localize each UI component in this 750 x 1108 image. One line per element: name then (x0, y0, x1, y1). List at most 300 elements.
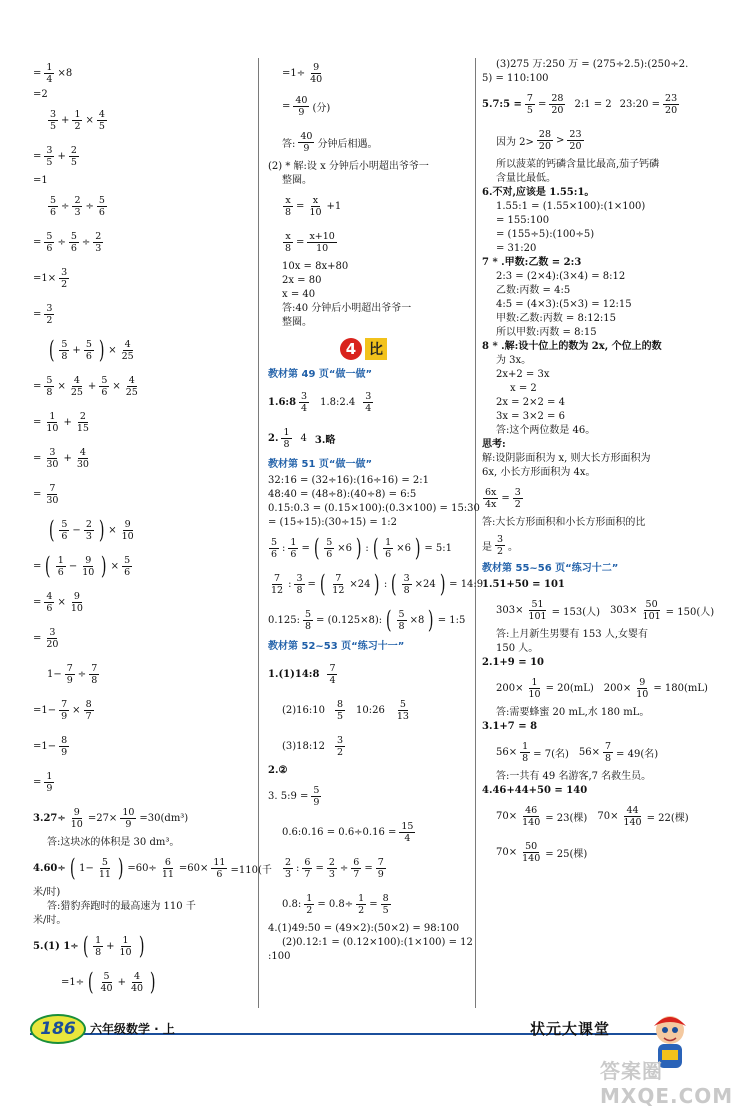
eq-line: $\frac{3}{5}$ + $\frac{1}{2}$ × $\frac{4}{5}$ (50, 108, 105, 132)
fraction (211, 857, 227, 880)
denominator: 6 (385, 548, 392, 560)
denominator: 4 (404, 832, 411, 844)
fraction (288, 537, 298, 560)
numerator: 5 (313, 784, 320, 796)
fraction (603, 741, 613, 764)
eq-line: = ( $\frac{1}{6}$ − $\frac{9}{10}$ ) × $\frac{5}{6}$ (33, 552, 131, 580)
numerator: 7 (335, 572, 342, 584)
fraction (495, 534, 505, 557)
denominator: 8 (46, 386, 53, 398)
denominator: 8 (283, 438, 290, 450)
answer-line: 答:上月新生男婴有 153 人,女婴有 (496, 629, 648, 640)
fraction (399, 821, 415, 844)
numerator: 5 (271, 536, 278, 548)
fraction (335, 699, 345, 722)
fraction (513, 487, 523, 510)
fraction (97, 195, 107, 218)
fraction (84, 519, 94, 542)
fraction (122, 555, 132, 578)
numerator: 11 (213, 856, 226, 868)
fraction (72, 109, 82, 132)
fraction (298, 131, 314, 154)
fraction (69, 807, 85, 830)
denominator: 10 (70, 818, 83, 830)
denominator: 10 (316, 242, 329, 254)
fraction (634, 677, 650, 700)
denominator: 20 (569, 140, 582, 152)
numerator: 4 (128, 374, 135, 386)
eq-line: 200× $\frac{1}{10}$ = 20(mL) 200× $\frac{9}{10}$ = 180(mL) (496, 676, 708, 700)
denominator: 101 (528, 610, 547, 622)
numerator: 3 (296, 572, 303, 584)
text-line: 6x, 小长方形面积为 4x。 (482, 467, 596, 478)
denominator: 30 (46, 458, 59, 470)
eq-line: =1− $\frac{8}{9}$ (33, 734, 68, 758)
numerator: 5 (305, 608, 312, 620)
denominator: 9 (298, 106, 305, 118)
eq-line: = $\frac{5}{6}$ ÷ $\frac{5}{6}$ ÷ $\frac{2}{3}$ (33, 230, 102, 254)
fraction (59, 267, 69, 290)
eq-line: 1.6:8 $\frac{3}{4}$ 1.8:2.4 $\frac{3}{4}$ (268, 390, 372, 414)
numerator: 10 (122, 806, 135, 818)
denominator: 10 (636, 688, 649, 700)
denominator: 6 (61, 530, 68, 542)
fraction (567, 129, 583, 152)
denominator: 20 (551, 104, 564, 116)
numerator: 5 (46, 374, 53, 386)
text-line: 150 人。 (496, 643, 539, 654)
numerator: 7 (526, 92, 533, 104)
numerator: 3 (365, 390, 372, 402)
denominator: 20 (665, 104, 678, 116)
fraction (351, 857, 361, 880)
numerator: 5 (50, 194, 57, 206)
denominator: 6 (46, 242, 53, 254)
eq-line: = $\frac{1}{10}$ + $\frac{2}{15}$ (33, 410, 89, 434)
eq-line: 2x = 2×2 = 4 (496, 397, 565, 408)
answer-line: 答: $\frac{40}{9}$ 分钟后相遇。 (282, 130, 378, 154)
denominator: 20 (538, 140, 552, 152)
denominator: 2 (306, 904, 313, 916)
eq-line: = $\frac{40}{9}$ (分) (282, 94, 331, 118)
fraction (293, 95, 309, 118)
fraction (307, 231, 336, 254)
numerator: 9 (639, 676, 646, 688)
text-line: 含量比最低。 (496, 173, 556, 184)
fraction (99, 375, 109, 398)
numerator: 1 (358, 892, 365, 904)
eq-line: 2x = 80 (282, 275, 322, 286)
numerator: 9 (73, 590, 80, 602)
denominator: 9 (303, 142, 310, 154)
numerator: 5 (101, 856, 108, 868)
denominator: 2 (46, 314, 53, 326)
numerator: 6x (485, 486, 497, 498)
numerator: 7 (274, 572, 281, 584)
denominator: 6 (85, 350, 92, 362)
eq-line: 0.6:0.16 = 0.6÷0.16 = $\frac{15}{4}$ (282, 820, 414, 844)
answer-line: 答:需要蜂蜜 20 mL,水 180 mL。 (496, 707, 650, 718)
fraction (75, 447, 91, 470)
numerator: 9 (313, 61, 320, 73)
denominator: 10 (309, 206, 322, 218)
problem-5: 5.(1) 1÷ ( $\frac{1}{8}$ + $\frac{1}{10}$ ) (33, 932, 145, 960)
denominator: 5 (70, 156, 77, 168)
numerator: 3 (497, 533, 504, 545)
eq-line: 2.② (268, 765, 288, 776)
denominator: 25 (70, 386, 83, 398)
eq-line: 3x = 3×2 = 6 (496, 411, 565, 422)
section-heading: 教材第 55~56 页“练习十二” (482, 563, 619, 574)
fraction (44, 447, 60, 470)
text-line: 解:设阴影面积为 x, 则大长方形面积为 (482, 453, 651, 464)
eq-line: = $\frac{3}{30}$ + $\frac{4}{30}$ (33, 446, 89, 470)
eq-line: 1.55:1 = (1.55×100):(1×100) (496, 201, 646, 212)
denominator: 5 (50, 120, 57, 132)
numerator: 8 (336, 698, 344, 710)
numerator: 2 (285, 856, 292, 868)
numerator: 5 (61, 338, 68, 350)
eq-line: $\frac{5}{6}$ : $\frac{1}{6}$ = ( $\frac{5}{6}$ ×6 ) : ( $\frac{1}{6}$ ×6 ) = 5:1 (271, 534, 452, 562)
denominator: 6 (98, 206, 105, 218)
answer-line: 答:猎豹奔跑时的最高速为 110 千 (47, 901, 196, 912)
column-1 (33, 58, 272, 1000)
denominator: 4 (301, 402, 308, 414)
denominator: 140 (522, 816, 541, 828)
fraction (356, 893, 366, 916)
fraction (303, 609, 313, 632)
eq-line: 56× $\frac{1}{8}$ = 7(名) 56× $\frac{7}{8}$ = 49(名) (496, 740, 659, 764)
fraction (402, 573, 412, 596)
text-line: 为 3x。 (496, 355, 532, 366)
numerator: 50 (645, 598, 658, 610)
page-footer (30, 1014, 720, 1048)
eq-line: (3)18:12 $\frac{3}{2}$ (282, 734, 344, 758)
denominator: 15 (76, 422, 89, 434)
numerator: 5 (70, 230, 77, 242)
numerator: 28 (551, 92, 564, 104)
numerator: 5 (103, 970, 110, 982)
fraction (304, 893, 314, 916)
chapter-number: 4 (340, 338, 362, 360)
denominator: 6 (50, 206, 57, 218)
answer-line: 答:这个两位数是 46。 (496, 425, 596, 436)
denominator: 6 (101, 386, 108, 398)
numerator: 1 (57, 554, 64, 566)
numerator: 5 (98, 194, 105, 206)
eq-line: (3)275 万:250 万 = (275÷2.5):(250÷2. (496, 59, 689, 70)
fraction (44, 591, 54, 614)
denominator: 25 (125, 386, 138, 398)
denominator: 30 (76, 458, 89, 470)
chapter-title: 比 (365, 338, 387, 360)
eq-line: = $\frac{4}{6}$ × $\frac{9}{10}$ (33, 590, 83, 614)
denominator: 6 (271, 548, 278, 560)
fraction (330, 573, 346, 596)
numerator: 2 (74, 194, 81, 206)
numerator: 4 (79, 446, 86, 458)
fraction (65, 663, 75, 686)
eq-line: = $\frac{1}{4}$ ×8 (33, 61, 73, 85)
eq-line: 2.1+9 = 10 (482, 657, 544, 668)
fraction (120, 807, 136, 830)
numerator: 1 (49, 410, 56, 422)
denominator: 101 (642, 610, 661, 622)
numerator: 3 (50, 108, 57, 120)
numerator: 3 (301, 390, 308, 402)
fraction (59, 339, 69, 362)
denominator: 9 (46, 782, 53, 794)
numerator: 1 (46, 770, 53, 782)
numerator: 9 (124, 518, 131, 530)
numerator: 2 (95, 230, 102, 242)
fraction (621, 805, 643, 828)
numerator: 4 (46, 590, 53, 602)
fraction (294, 573, 304, 596)
fraction (537, 129, 553, 152)
denominator: 9 (313, 796, 320, 808)
denominator: 3 (285, 868, 292, 880)
fraction (44, 62, 54, 85)
eq-line: 5.7:5 = $\frac{7}{5}$ = $\frac{28}{20}$ 2:1 = 2 23:20 = $\frac{23}{20}$ (482, 92, 678, 116)
numerator: 1 (95, 934, 102, 946)
section-heading: 教材第 49 页“做一做” (268, 369, 373, 380)
fraction (44, 145, 54, 168)
fraction (283, 231, 293, 254)
denominator: 8 (305, 620, 312, 632)
denominator: 12 (271, 584, 284, 596)
numerator: 5 (124, 554, 131, 566)
fraction (641, 599, 663, 622)
numerator: 44 (626, 804, 639, 816)
denominator: 10 (46, 422, 59, 434)
denominator: 4 (46, 73, 53, 85)
fraction (124, 375, 140, 398)
numerator: 8 (85, 698, 92, 710)
eq-line: :100 (268, 951, 291, 962)
eq-line: 甲数:乙数:丙数 = 8:12:15 (496, 313, 617, 324)
fraction (663, 93, 679, 116)
fraction (44, 483, 60, 506)
eq-line: $\frac{7}{12}$ : $\frac{3}{8}$ = ( $\frac{7}{12}$ ×24 ) : ( $\frac{3}{8}$ ×24 ) = 14:9 (271, 570, 484, 598)
fraction (520, 741, 530, 764)
denominator: 6 (216, 868, 223, 880)
denominator: 40 (310, 73, 323, 85)
numerator: 6 (304, 856, 311, 868)
denominator: 2 (358, 904, 365, 916)
fraction (75, 411, 91, 434)
fraction (302, 857, 312, 880)
denominator: 2 (61, 278, 68, 290)
fraction (281, 427, 291, 450)
fraction (44, 627, 60, 650)
denominator: 25 (121, 350, 134, 362)
numerator: x (312, 194, 319, 206)
numerator: 40 (295, 94, 308, 106)
eq-line: ( $\frac{5}{8}$ + $\frac{5}{6}$ ) × $\frac{4}{25}$ (48, 336, 134, 364)
numerator: 5 (85, 338, 92, 350)
column-3 (482, 58, 722, 870)
column-2 (268, 58, 484, 964)
eq-line: 2. $\frac{1}{8}$ 4 3.略 (268, 426, 336, 450)
denominator: 7 (304, 868, 311, 880)
denominator: 10 (121, 530, 134, 542)
eq-line: 0.15:0.3 = (0.15×100):(0.3×100) = 15:30 (268, 503, 480, 514)
fraction (269, 573, 285, 596)
answer-line: 答:一共有 49 名游客,7 名救生员。 (496, 771, 652, 782)
fraction (118, 935, 134, 958)
denominator: 10 (70, 602, 83, 614)
denominator: 140 (522, 852, 541, 864)
fraction (383, 537, 393, 560)
eq-line: 48:40 = (48÷8):(40÷8) = 6:5 (268, 489, 417, 500)
numerator: 40 (300, 130, 313, 142)
fraction (44, 231, 54, 254)
denominator: 8 (61, 350, 68, 362)
denominator: 8 (522, 752, 529, 764)
eq-line: (2)16:10 $\frac{8}{5}$ 10:26 $\frac{5}{13}$ (282, 698, 409, 722)
eq-line: $\frac{2}{3}$ : $\frac{6}{7}$ = $\frac{2}{3}$ ÷ $\frac{6}{7}$ = $\frac{7}{9}$ (285, 856, 384, 880)
fraction (48, 109, 58, 132)
text-line: 6.不对,应该是 1.55:1。 (482, 187, 595, 198)
text-line: 整圈。 (282, 317, 312, 328)
numerator: 6 (353, 856, 360, 868)
denominator: 12 (332, 584, 345, 596)
numerator: 7 (61, 698, 68, 710)
numerator: 1 (531, 676, 538, 688)
fraction (84, 339, 94, 362)
eq-line: x = 40 (282, 289, 316, 300)
eq-line: 10x = 8x+80 (282, 261, 349, 272)
eq-line: 70× $\frac{46}{140}$ = 23(棵) 70× $\frac{44}{140}$ = 22(棵) (496, 804, 689, 828)
numerator: 1 (74, 108, 81, 120)
numerator: 2 (328, 856, 335, 868)
fraction (311, 785, 321, 808)
fraction (69, 375, 85, 398)
denominator: 8 (285, 206, 292, 218)
numerator: 9 (85, 554, 92, 566)
section-heading: 教材第 51 页“做一做” (268, 459, 373, 470)
denominator: 9 (61, 746, 68, 758)
fraction (376, 857, 386, 880)
numerator: 23 (569, 128, 582, 140)
eq-line: 4.46+44+50 = 140 (482, 785, 588, 796)
eq-line: $\frac{5}{6}$ ÷ $\frac{2}{3}$ ÷ $\frac{5}{6}$ (50, 194, 105, 218)
fraction (307, 195, 323, 218)
numerator: x+10 (309, 230, 335, 242)
denominator: 9 (61, 710, 68, 722)
eq-line: =1− $\frac{7}{9}$ × $\frac{8}{7}$ (33, 698, 92, 722)
brand-name: 状元大课堂 (530, 1020, 611, 1038)
denominator: 6 (124, 566, 131, 578)
denominator: 7 (353, 868, 360, 880)
denominator: 6 (326, 548, 333, 560)
eq-line: = (155÷5):(100÷5) (496, 229, 595, 240)
fraction (59, 699, 69, 722)
eq-line: $\frac{x}{8}$ = $\frac{x}{10}$ +1 (285, 194, 342, 218)
eq-line: =1÷ ( $\frac{5}{40}$ + $\frac{4}{40}$ ) (61, 968, 156, 996)
numerator: 51 (531, 598, 544, 610)
numerator: 50 (525, 840, 538, 852)
text-line: 8 * .解:设十位上的数为 2x, 个位上的数 (482, 341, 662, 352)
eq-line: 2x+2 = 3x (496, 369, 550, 380)
eq-line: ( $\frac{5}{6}$ − $\frac{2}{3}$ ) × $\frac{9}{10}$ (48, 516, 134, 544)
eq-line: 4:5 = (4×3):(5×3) = 12:15 (496, 299, 632, 310)
denominator: 6 (46, 602, 53, 614)
fraction (299, 391, 309, 414)
numerator: 4 (134, 970, 141, 982)
fraction (72, 195, 82, 218)
fraction (397, 609, 407, 632)
denominator: 10 (82, 566, 95, 578)
eq-line: 1.51+50 = 101 (482, 579, 565, 590)
eq-line: (2)0.12:1 = (0.12×100):(1×100) = 12 (282, 937, 473, 948)
denominator: 2 (497, 545, 504, 557)
fraction (59, 735, 69, 758)
text-line: 所以菠菜的钙磷含量比最高,茄子钙磷 (496, 159, 660, 170)
eq-line: 因为 2> $\frac{28}{20}$ > $\frac{23}{20}$ (496, 128, 582, 152)
numerator: 4 (124, 338, 131, 350)
eq-line: 32:16 = (32÷16):(16÷16) = 2:1 (268, 475, 430, 486)
eq-line: $\frac{6x}{4x}$ = $\frac{3}{2}$ (485, 486, 521, 510)
numerator: 3 (46, 302, 53, 314)
numerator: 46 (525, 804, 538, 816)
numerator: 1 (283, 426, 290, 438)
numerator: 2 (85, 518, 92, 530)
fraction (283, 195, 293, 218)
denominator: 40 (100, 982, 113, 994)
eq-line: = 155:100 (496, 215, 550, 226)
denominator: 9 (125, 818, 132, 830)
fraction (160, 857, 176, 880)
numerator: 3 (403, 572, 410, 584)
fraction (549, 93, 565, 116)
numerator: 5 (101, 374, 108, 386)
numerator: 7 (66, 662, 73, 674)
denominator: 30 (46, 494, 59, 506)
eq-line: 所以甲数:丙数 = 8:15 (496, 327, 597, 338)
numerator: 7 (49, 482, 56, 494)
fraction (520, 841, 542, 864)
numerator: 1 (46, 61, 53, 73)
denominator: 3 (85, 530, 92, 542)
numerator: 4 (98, 108, 105, 120)
text-line: 整圈。 (282, 175, 312, 186)
fraction (84, 699, 94, 722)
denominator: 2 (336, 746, 344, 758)
numerator: 3 (49, 626, 56, 638)
denominator: 8 (605, 752, 612, 764)
numerator: 1 (306, 892, 313, 904)
watermark: 答案圈 MXQE.COM (600, 1059, 734, 1108)
text-line: (2) * 解:设 x 分钟后小明超出爷爷一 (268, 161, 429, 172)
eq-line: 1− $\frac{7}{9}$ ÷ $\frac{7}{8}$ (47, 662, 98, 686)
numerator: 3 (336, 734, 344, 746)
answer-line: 是 $\frac{3}{2}$ 。 (482, 533, 519, 557)
denominator: 3 (95, 242, 102, 254)
page-number: 186 (30, 1014, 86, 1044)
answer-line: 答:这块冰的体积是 30 dm³。 (47, 837, 180, 848)
fraction (48, 195, 58, 218)
problem-4: 4.60÷ ( 1− $\frac{5}{11}$ ) =60÷ $\frac{6}{11}$ =60× $\frac{11}{6}$ =110(千 (33, 854, 272, 882)
fraction (526, 599, 548, 622)
numerator: x (285, 230, 291, 242)
text-line: 7 * .甲数:乙数 = 2:3 (482, 257, 582, 268)
fraction (483, 487, 498, 510)
denominator: 5 (526, 104, 533, 116)
denominator: 6 (70, 242, 77, 254)
fraction (89, 663, 99, 686)
